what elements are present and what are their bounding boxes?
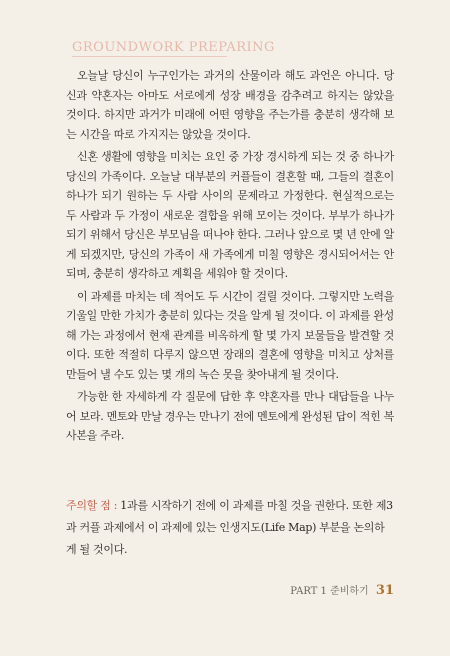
- caution-label: 주의할 점 :: [66, 499, 118, 512]
- page-footer: [290, 582, 394, 598]
- paragraph-1: 오늘날 당신이 누구인가는 과거의 산물이라 해도 과언은 아니다. 당신과 약혼자는 아마도 서로에게 성장 배경을 감추려고 하지는 않았을 것이다. 하지만 과거가 미래에 어떤 영향을 주는가를 충분히 생각해 보는 시간을 따로 가지지는 않았을 것이다.: [66, 69, 394, 141]
- caution-note: [66, 495, 394, 561]
- paragraph-4: 가능한 한 자세하게 각 질문에 답한 후 약혼자를 만나 대답들을 나누어 보라. 멘토와 만날 경우는 만나기 전에 멘토에게 완성된 답이 적힌 복사본을 주라.: [66, 390, 394, 442]
- section-title: GROUNDWORK PREPARING: [72, 40, 275, 55]
- section-header: [72, 40, 372, 58]
- part-label: PART 1 준비하기: [290, 586, 369, 597]
- header-rule: [72, 56, 227, 57]
- paragraph-3: 이 과제를 마치는 데 적어도 두 시간이 걸릴 것이다. 그렇지만 노력을 기울일 만한 가치가 충분히 있다는 것을 알게 될 것이다. 이 과제를 완성해 가는 과정에서 현재 관계를 비옥하게 할 몇 가지 보물들을 발견할 것이다. 또한 적절히 다루지 않으면 장래의 결혼에 영향을 미치고 상처를 만들어 낼 수도 있는 몇 개의 녹슨 못을 찾아내게 될 것이다.: [66, 289, 394, 381]
- page-number: 31: [375, 583, 394, 598]
- paragraph-2: 신혼 생활에 영향을 미치는 요인 중 가장 경시하게 되는 것 중 하나가 당신의 가족이다. 오늘날 대부분의 커플들이 결혼할 때, 그들의 결혼이 하나가 되기 원하는 두 사람 사이의 문제라고 가정한다. 현실적으로는 두 사람과 두 가정이 새로운 결합을 위해 모이는 것이다. 부부가 하나가 되기 위해서 당신은 부모님을 떠나야 한다. 그러나 앞으로 몇 년 안에 알게 되겠지만, 당신의 가족이 새 가족에게 미칠 영향은 경시되어서는 안 되며, 충분히 생각하고 계획을 세워야 할 것이다.: [66, 150, 394, 280]
- body-text: [66, 66, 394, 446]
- caution-text: 1과를 시작하기 전에 이 과제를 마칠 것을 권한다. 또한 제3과 커플 과제에서 이 과제에 있는 인생지도(Life Map) 부분을 논의하게 될 것이다.: [66, 499, 393, 556]
